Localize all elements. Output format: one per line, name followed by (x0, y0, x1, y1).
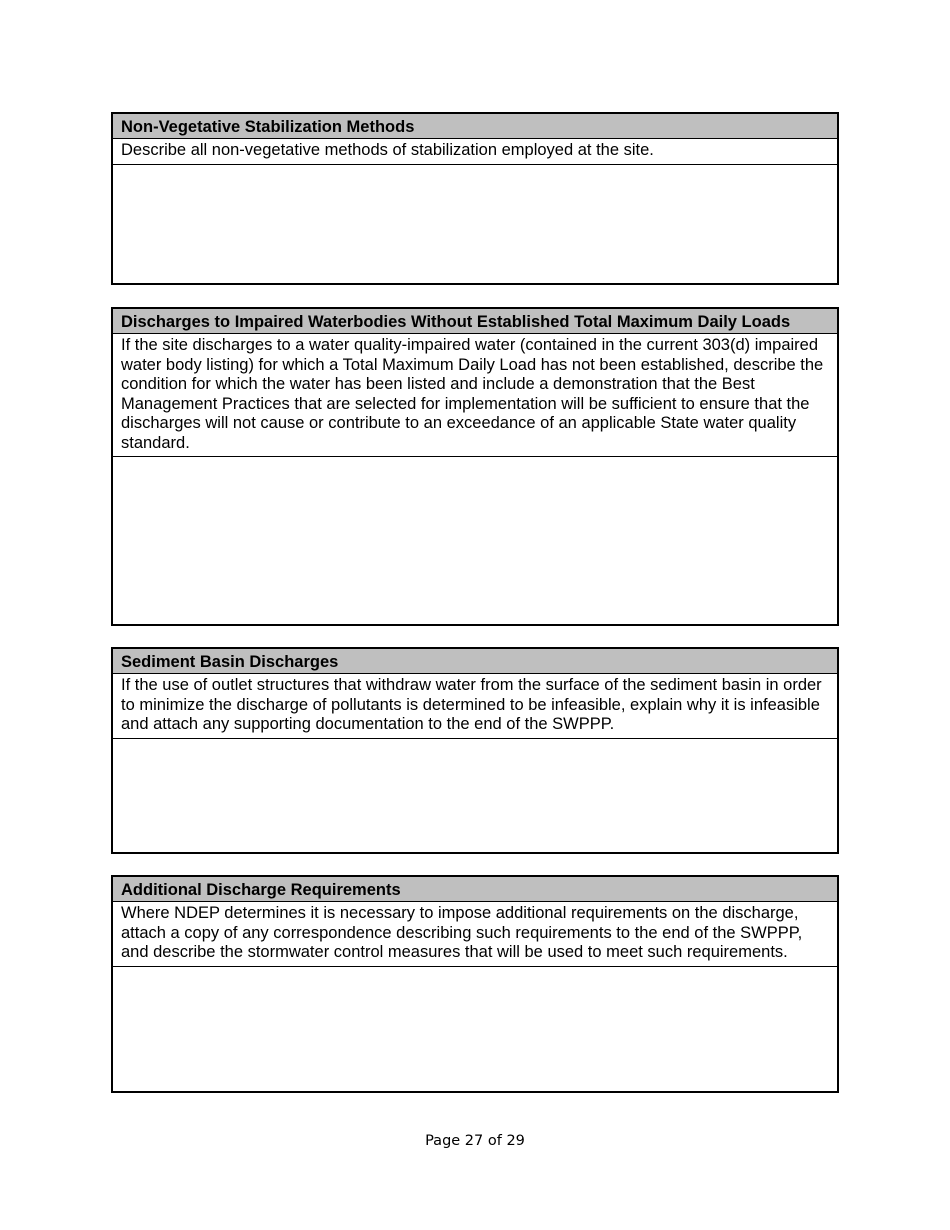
section-title: Additional Discharge Requirements (113, 877, 837, 902)
section-additional-discharge-requirements (111, 875, 839, 1093)
section-title: Sediment Basin Discharges (113, 649, 837, 674)
section-non-vegetative-stabilization (111, 112, 839, 285)
response-field[interactable] (113, 739, 837, 849)
response-field[interactable] (113, 165, 837, 287)
section-sediment-basin-discharges (111, 647, 839, 854)
section-title: Discharges to Impaired Waterbodies Without Established Total Maximum Daily Loads (113, 309, 837, 334)
section-description: Describe all non-vegetative methods of stabilization employed at the site. (113, 139, 837, 165)
section-description: Where NDEP determines it is necessary to impose additional requirements on the discharge, attach a copy of any correspondence describing such requirements to the end of the SWPPP, and describe the stormwater control measures that will be used to meet such requirements. (113, 902, 837, 967)
response-field[interactable] (113, 457, 837, 624)
section-title: Non-Vegetative Stabilization Methods (113, 114, 837, 139)
section-description: If the site discharges to a water quality-impaired water (contained in the current 303(d) impaired water body listing) for which a Total Maximum Daily Load has not been established, describe the condition for which the water has been listed and include a demonstration that the Best Management Practices that are selected for implementation will be sufficient to ensure that the discharges will not cause or contribute to an exceedance of an applicable State water quality standard. (113, 334, 837, 457)
section-impaired-waterbodies (111, 307, 839, 626)
section-description: If the use of outlet structures that withdraw water from the surface of the sediment basin in order to minimize the discharge of pollutants is determined to be infeasible, explain why it is infeasible and attach any supporting documentation to the end of the SWPPP. (113, 674, 837, 739)
page-number: Page 27 of 29 (425, 1133, 525, 1149)
response-field[interactable] (113, 967, 837, 1088)
